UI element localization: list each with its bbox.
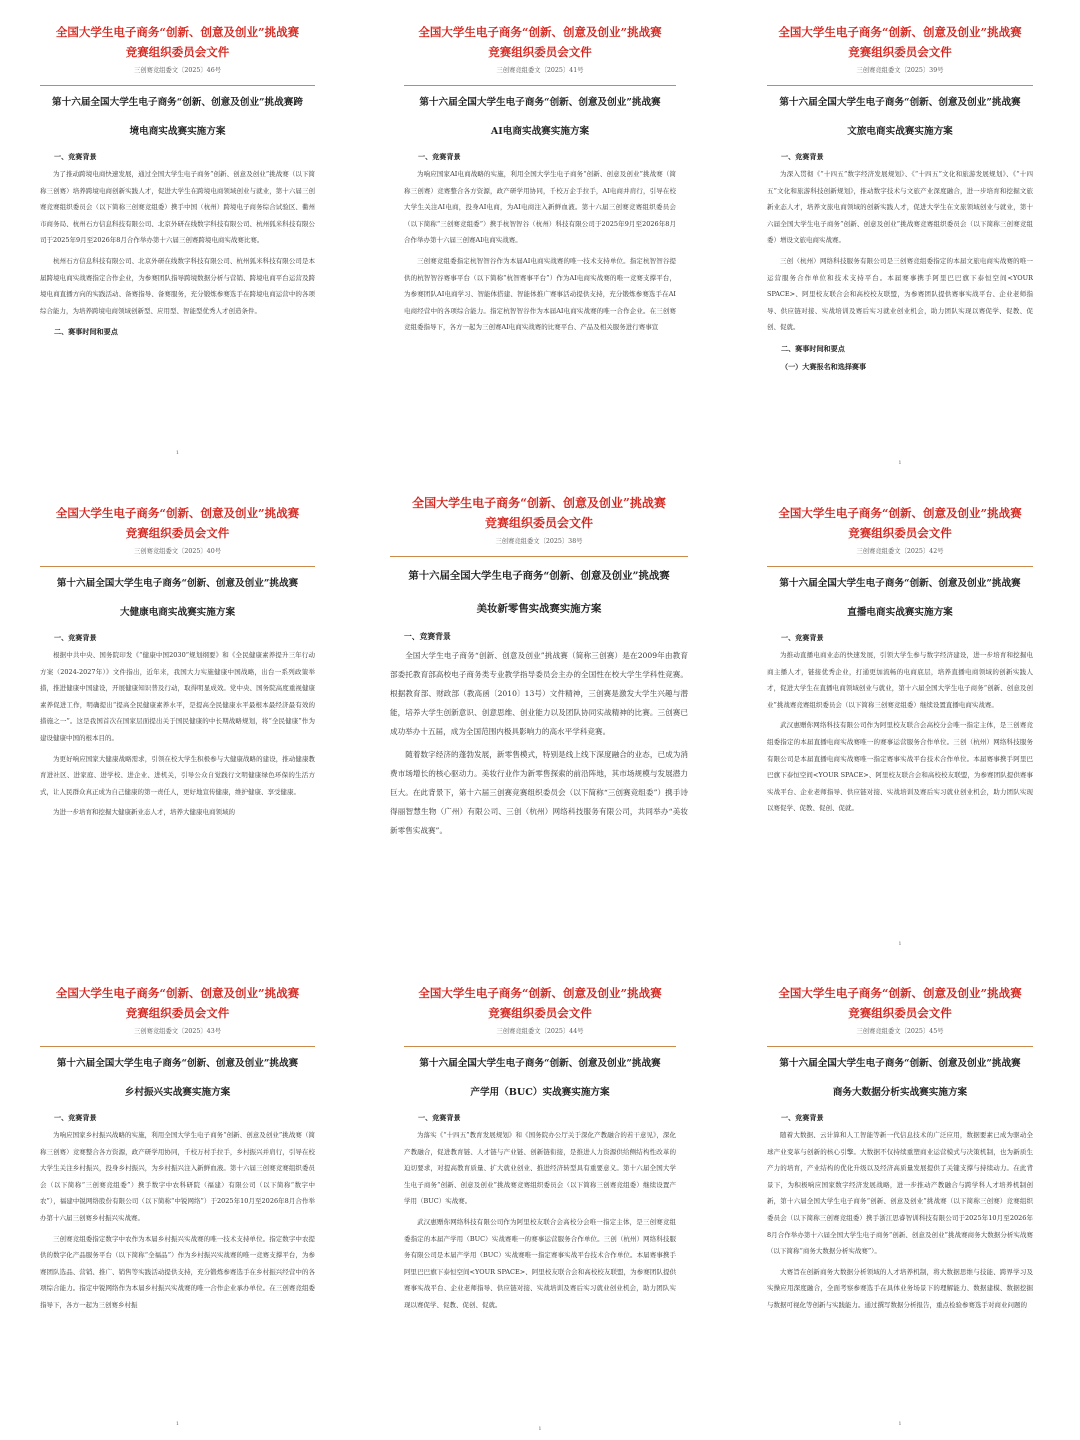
- page-number: 1: [538, 1426, 542, 1432]
- document-page[interactable]: [767, 983, 1033, 1433]
- doc-title-line: 商务大数据分析实战赛实施方案: [832, 1087, 968, 1098]
- section-heading: 一、竞赛背景: [54, 152, 97, 161]
- section-heading: 一、竞赛背景: [781, 152, 824, 161]
- header-rule-divider: [767, 85, 1033, 86]
- section-heading: 一、竞赛背景: [404, 632, 451, 641]
- section-heading: 一、竞赛背景: [781, 1113, 824, 1122]
- doc-header-title: 全国大学生电子商务“创新、创意及创业”挑战赛: [412, 496, 666, 510]
- doc-title-line: 产学用（BUC）实战赛实施方案: [470, 1087, 610, 1098]
- doc-header-subtitle: 竞赛组织委员会文件: [125, 45, 230, 59]
- body-paragraph: 全国大学生电子商务“创新、创意及创业”挑战赛（简称三创赛）是在2009年由教育部委托教育部高校电子商务类专业教学指导委员会主办的全国性在校大学生学科性竞赛。根据教育部、财政部（教高函〔2010〕13号）文件精神，三创赛是激发大学生兴趣与潜能，培养大学生创新意识、创意思维、创业能力以及团队协同实战精神的比赛。三创赛已成功举办十五届，成为全国范围内极具影响力的高水平学科竞赛。: [390, 651, 688, 736]
- body-paragraph: 杭州石方信息科技有限公司、北京外研在线数字科技有限公司、杭州狐米科技有限公司是本届跨境电商实战赛指定合作企业，为参赛团队指导跨境数据分析与营销、跨境电商平台运营及跨境电商直播方向的实践活动、备赛指导、备赛服务，充分锻炼参赛选手在跨境电商运营中的各项综合能力，为培养跨境电商领域创新型、应用型、智能型优秀人才创造条件。: [40, 256, 315, 315]
- body-paragraph: 为推动直播电商业态的快速发展，引领大学生参与数字经济建设，进一步培育和挖掘电商主播人才，链接优秀企业，打通更加流畅的电商底层，培养直播电商领域的创新实践人才，促进大学生在直播电商领域创业与就业，第十六届全国大学生电子商务“创新、创意及创业”挑战赛竞赛组织委员会（以下简称三创赛竞组委）继续设置直播电商实战赛。: [767, 651, 1033, 709]
- body-paragraph: 为响应国家AI电商战略的实施，利用全国大学生电子商务“创新、创意及创业”挑战赛（简称三创赛）竞赛整合各方资源，政产研学用协同，千校万企手拉手，AI电商并肩行，引导在校大学生关注AI电商，投身AI电商，为AI电商注入新鲜血液。第十六届三创赛竞赛组织委员会（以下简称“三创赛竞组委”）携手杭智智谷（杭州）科技有限公司于2025年9月至2026年8月合作举办第十六届三创赛AI电商实战赛。: [404, 170, 676, 245]
- page-number: 1: [898, 460, 902, 466]
- body-paragraph: 为深入贯彻《“十四五”数字经济发展规划》、《“十四五”文化和旅游发展规划》、《“十四五”文化和旅游科技创新规划》，推动数字技术与文旅产业深度融合，进一步培育和挖掘文旅新业态人才，培养文旅电商领域的创新实践人才，促进大学生在文旅领域创业与就业，第十六届全国大学生电子商务“创新、创意及创业”挑战赛竞赛组织委员会（以下简称三创赛竞组委）增设文旅电商实战赛。: [767, 170, 1033, 245]
- header-rule-divider: [40, 566, 315, 567]
- doc-header-title: 全国大学生电子商务“创新、创意及创业”挑战赛: [418, 986, 662, 1000]
- doc-title-line: 乡村振兴实战赛实施方案: [124, 1087, 231, 1098]
- doc-title-line: 直播电商实战赛实施方案: [847, 607, 953, 618]
- body-paragraph: 三创赛竞组委指定杭智智谷作为本届AI电商实战赛的唯一技术支持单位。指定杭智智谷提供的杭智智谷赛事平台（以下简称“杭智赛事平台”）作为AI电商实战赛的唯一竞赛支撑平台，为参赛团队AI电商学习、智能体搭建、智能体推广赛事活动提供支持，充分锻炼参赛选手在AI电商经营中的各项综合能力。指定杭智智谷作为本届AI电商实战赛的唯一合作企业。在三创赛竞组委指导下，各方一起为三创赛AI电商实战赛的比赛平台、产品及相关服务进行赛事宣: [404, 256, 676, 332]
- doc-title-line: 大健康电商实战赛实施方案: [119, 607, 236, 618]
- section-heading: 一、竞赛背景: [54, 633, 97, 642]
- document-page[interactable]: [40, 503, 315, 943]
- body-paragraph: 三创赛竞组委指定数字中农作为本届乡村振兴实战赛的唯一技术支持单位。指定数字中农提供的数字化产品服务平台（以下简称“全福品”）作为乡村振兴实战赛的唯一竞赛支撑平台，为参赛团队选品、营销、推广、销售等实践活动提供支持，充分锻炼参赛选手在乡村振兴经营中的各项综合能力。指定中锐网络作为本届乡村振兴实战赛的唯一合作企业承办单位。在三创赛竞组委指导下，各方一起为三创赛乡村振: [40, 1234, 315, 1309]
- doc-number: 三创赛竞组委文〔2025〕45号: [856, 1028, 944, 1035]
- doc-number: 三创赛竞组委文〔2025〕41号: [496, 67, 584, 74]
- document-page[interactable]: [40, 983, 315, 1433]
- document-page[interactable]: [390, 493, 688, 963]
- doc-title-line: 第十六届全国大学生电子商务“创新、创意及创业”挑战赛: [56, 578, 299, 589]
- doc-number: 三创赛竞组委文〔2025〕46号: [133, 67, 221, 74]
- page-number: 1: [175, 1421, 180, 1427]
- document-page[interactable]: [404, 22, 676, 462]
- section-heading: （一）大赛报名和选择赛事: [781, 361, 867, 371]
- doc-title-line: 境电商实战赛实施方案: [129, 126, 226, 137]
- document-page[interactable]: [40, 22, 315, 462]
- header-rule-divider: [390, 556, 688, 557]
- doc-header-title: 全国大学生电子商务“创新、创意及创业”挑战赛: [55, 25, 300, 39]
- doc-header-subtitle: 竞赛组织委员会文件: [488, 45, 592, 59]
- doc-title-line: AI电商实战赛实施方案: [490, 126, 590, 137]
- doc-title-line: 第十六届全国大学生电子商务“创新、创意及创业”挑战赛: [56, 1058, 299, 1069]
- body-paragraph: 为更好响应国家大健康战略需求，引领在校大学生积极参与大健康战略的建设，推动健康教育进社区、进家庭、进学校、进企业、进机关，引导公众自觉践行文明健康绿色环保的生活方式，让人民群众真正成为自己健康的第一责任人，更好地宣传健康，维护健康、享受健康。: [40, 754, 315, 796]
- doc-header-title: 全国大学生电子商务“创新、创意及创业”挑战赛: [778, 506, 1022, 520]
- doc-title-line: 第十六届全国大学生电子商务“创新、创意及创业”挑战赛: [419, 1058, 661, 1069]
- doc-header-subtitle: 竞赛组织委员会文件: [488, 1006, 592, 1020]
- section-heading: 二、赛事时间和要点: [781, 343, 845, 353]
- doc-number: 三创赛竞组委文〔2025〕44号: [496, 1028, 584, 1035]
- section-heading: 一、竞赛背景: [418, 152, 461, 161]
- doc-header-title: 全国大学生电子商务“创新、创意及创业”挑战赛: [778, 25, 1022, 39]
- page-number: 1: [898, 1421, 902, 1427]
- body-paragraph: 随着大数据、云计算和人工智能等新一代信息技术的广泛应用，数据要素已成为驱动全球产业变革与创新的核心引擎。大数据不仅持续重塑商业运营模式与决策机制，也为新质生产力的培育，产业结构的优化升级以及经济高质量发展提供了关键支撑与持续动力。在此背景下，为积极响应国家数字经济发展战略，进一步推动产教融合与跨学科人才培养机制创新，第十六届全国大学生电子商务“创新、创意及创业”挑战赛（以下简称三创赛）竞赛组织委员会（以下简称三创赛竞组委）携手浙江思睿智训科技有限公司于2025年10月至2026年8月合作举办第十六届全国大学生电子商务“创新、创意及创业”挑战赛商务大数据分析实战赛（以下简称“商务大数据分析实战赛”）。: [767, 1131, 1033, 1256]
- section-heading: 一、竞赛背景: [54, 1113, 97, 1122]
- doc-number: 三创赛竞组委文〔2025〕43号: [133, 1028, 221, 1035]
- doc-header-subtitle: 竞赛组织委员会文件: [848, 1006, 952, 1020]
- body-paragraph: 根据中共中央、国务院印发《“健康中国2030”规划纲要》和《全民健康素养提升三年行动方案（2024-2027年）》文件指出，近年来，我国大力实施健康中国战略，出台一系列政策举措，推进健康中国建设，开展健康知识普及行动，取得明显成效。党中央、国务院高度重视健康素养促进工作，明确提出“提高全民健康素养水平，是提高全民健康水平最根本最经济最有效的措施之一”。这是我国首次在国家层面提出关于国民健康的中长期战略规划，将“全民健康”作为建设健康中国的根本目的。: [40, 651, 315, 742]
- section-heading: 一、竞赛背景: [781, 633, 824, 642]
- doc-number: 三创赛竞组委文〔2025〕38号: [495, 538, 583, 545]
- body-paragraph: 为落实《“十四五”教育发展规划》和《国务院办公厅关于深化产教融合的若干意见》，深化产教融合，促进教育链、人才链与产业链、创新链衔接，是推进人力资源供给侧结构性改革的迫切要求，对提高教育质量、扩大就业创业、推进经济转型具有重要意义。第十六届全国大学生电子商务“创新、创意及创业”挑战赛竞赛组织委员会（以下简称三创赛竞组委）继续设置产学用（BUC）实战赛。: [404, 1131, 676, 1206]
- doc-header-title: 全国大学生电子商务“创新、创意及创业”挑战赛: [55, 506, 300, 520]
- doc-header-subtitle: 竞赛组织委员会文件: [848, 45, 952, 59]
- header-rule-divider: [404, 85, 676, 86]
- header-rule-divider: [767, 1046, 1033, 1047]
- doc-header-title: 全国大学生电子商务“创新、创意及创业”挑战赛: [55, 986, 300, 1000]
- doc-title-line: 第十六届全国大学生电子商务“创新、创意及创业”挑战赛: [419, 97, 661, 108]
- body-paragraph: 三创（杭州）网络科技服务有限公司是三创赛竞组委指定的本届文旅电商实战赛的唯一运营服务合作单位和技术支持平台。本届赛事携手阿里巴巴旗下泰恒空间<YOUR SPACE>、阿里校友联合会和高校校友联盟，为参赛团队提供赛事实战平台、企业老师指导、供应链对接、实战培训及赛后实习就业创业机会，助力团队实现以赛促学、促教、促创、促就。: [767, 256, 1033, 332]
- document-page[interactable]: [404, 983, 676, 1438]
- header-rule-divider: [40, 85, 315, 86]
- section-heading: 一、竞赛背景: [418, 1113, 461, 1122]
- doc-header-subtitle: 竞赛组织委员会文件: [848, 526, 952, 540]
- doc-title-line: 第十六届全国大学生电子商务“创新、创意及创业”挑战赛: [408, 570, 670, 582]
- doc-number: 三创赛竞组委文〔2025〕39号: [856, 67, 944, 74]
- body-paragraph: 为响应国家乡村振兴战略的实施，利用全国大学生电子商务“创新、创意及创业”挑战赛（简称三创赛）竞赛整合各方资源，政产研学用协同，千校万村手拉手，乡村振兴并肩行，引导在校大学生关注乡村振兴，投身乡村振兴，为乡村振兴注入新鲜血液。第十六届三创赛竞赛组织委员会（以下简称“三创赛竞组委”）携手数字中农科研院（福建）有限公司（以下简称“数字中农”），福建中锐网络股份有限公司（以下简称“中锐网络”）于2025年10月至2026年8月合作举办第十六届三创赛乡村振兴实战赛。: [40, 1131, 315, 1222]
- document-page[interactable]: [767, 22, 1033, 472]
- body-paragraph: 为了推动跨境电商快速发展，通过全国大学生电子商务“创新、创意及创业”挑战赛（以下简称三创赛）培养跨境电商创新实践人才，促进大学生在跨境电商领域创业与就业，第十六届三创赛竞赛组织委员会（以下简称三创赛竞组委）携手中国（杭州）跨境电子商务综合试验区、衢州市商务局、杭州石方信息科技有限公司、北京外研在线数字科技有限公司、杭州狐米科技有限公司于2025年9月至2026年8月合作举办第十六届三创赛跨境电商实战赛比赛。: [40, 170, 315, 245]
- body-paragraph: 随着数字经济的蓬勃发展，新零售模式，特别是线上线下深度融合的业态，已成为消费市场增长的核心驱动力。美妆行业作为新零售探索的前沿阵地，其市场规模与发展潜力巨大。在此背景下，第十六届三创赛竞赛组织委员会（以下简称“三创赛竞组委”）携手诗得丽智慧生物（广州）有限公司、三创（杭州）网络科技服务有限公司，共同举办“美妆新零售实战赛”。: [390, 750, 688, 835]
- body-paragraph: 为进一步培育和挖掘大健康新业态人才，培养大健康电商领域的: [53, 808, 235, 817]
- section-heading: 二、赛事时间和要点: [54, 327, 118, 337]
- header-rule-divider: [404, 1046, 676, 1047]
- doc-header-title: 全国大学生电子商务“创新、创意及创业”挑战赛: [418, 25, 662, 39]
- doc-title-line: 第十六届全国大学生电子商务“创新、创意及创业”挑战赛: [779, 578, 1021, 589]
- body-paragraph: 大赛旨在创新商务大数据分析领域的人才培养机制，将大数据思维与技能、跨界学习及实操应用深度融合，全面考察参赛选手在具体业务场景下的理解能力、数据建模、数据挖掘与数据可视化等创新与实践能力。通过撰写数据分析报告，重点检验参赛选手对商业问题的: [767, 1267, 1033, 1309]
- doc-title-line: 美妆新零售实战赛实施方案: [476, 603, 602, 615]
- body-paragraph: 武汉惠赠你网络科技有限公司作为阿里校友联合会高校分会唯一指定主体，是三创赛竞组委指定的本届直播电商实战赛唯一的赛事运营服务合作单位。三创（杭州）网络科技服务有限公司是本届直播电商实战赛唯一指定赛事实战平台技术合作单位。本届赛事携手阿里巴巴旗下泰恒空间<YOUR SPACE>、阿里校友联合会和高校校友联盟，为参赛团队提供赛事实战平台、企业老师指导、供应链对接、实战培训及赛后实习就业创业机会，助力团队实现以赛促学、促教、促创、促就。: [767, 721, 1033, 813]
- header-rule-divider: [767, 566, 1033, 567]
- doc-header-subtitle: 竞赛组织委员会文件: [484, 516, 593, 530]
- doc-number: 三创赛竞组委文〔2025〕42号: [856, 548, 944, 555]
- doc-title-line: 文旅电商实战赛实施方案: [847, 126, 953, 137]
- doc-title-line: 第十六届全国大学生电子商务“创新、创意及创业”挑战赛: [779, 97, 1021, 108]
- doc-title-line: 第十六届全国大学生电子商务“创新、创意及创业”挑战赛跨: [52, 97, 303, 108]
- doc-header-subtitle: 竞赛组织委员会文件: [125, 526, 230, 540]
- header-rule-divider: [40, 1046, 315, 1047]
- body-paragraph: 武汉惠赠你网络科技有限公司作为阿里校友联合会高校分会唯一指定主体，是三创赛竞组委指定的本届产学用（BUC）实战赛唯一的赛事运营服务合作单位。三创（杭州）网络科技服务有限公司是本届产学用（BUC）实战赛唯一指定赛事实战平台技术合作单位。本届赛事携手阿里巴巴旗下泰恒空间<YOUR SPACE>、阿里校友联合会和高校校友联盟，为参赛团队提供赛事实战平台、企业老师指导、供应链对接、实战培训及赛后实习就业创业机会，助力团队实现以赛促学、促教、促创、促就。: [404, 1217, 676, 1309]
- doc-header-subtitle: 竞赛组织委员会文件: [125, 1006, 230, 1020]
- page-number: 1: [175, 450, 180, 456]
- page-number: 1: [898, 941, 902, 947]
- doc-number: 三创赛竞组委文〔2025〕40号: [133, 548, 221, 555]
- doc-title-line: 第十六届全国大学生电子商务“创新、创意及创业”挑战赛: [779, 1058, 1021, 1069]
- doc-header-title: 全国大学生电子商务“创新、创意及创业”挑战赛: [778, 986, 1022, 1000]
- document-page[interactable]: [767, 503, 1033, 953]
